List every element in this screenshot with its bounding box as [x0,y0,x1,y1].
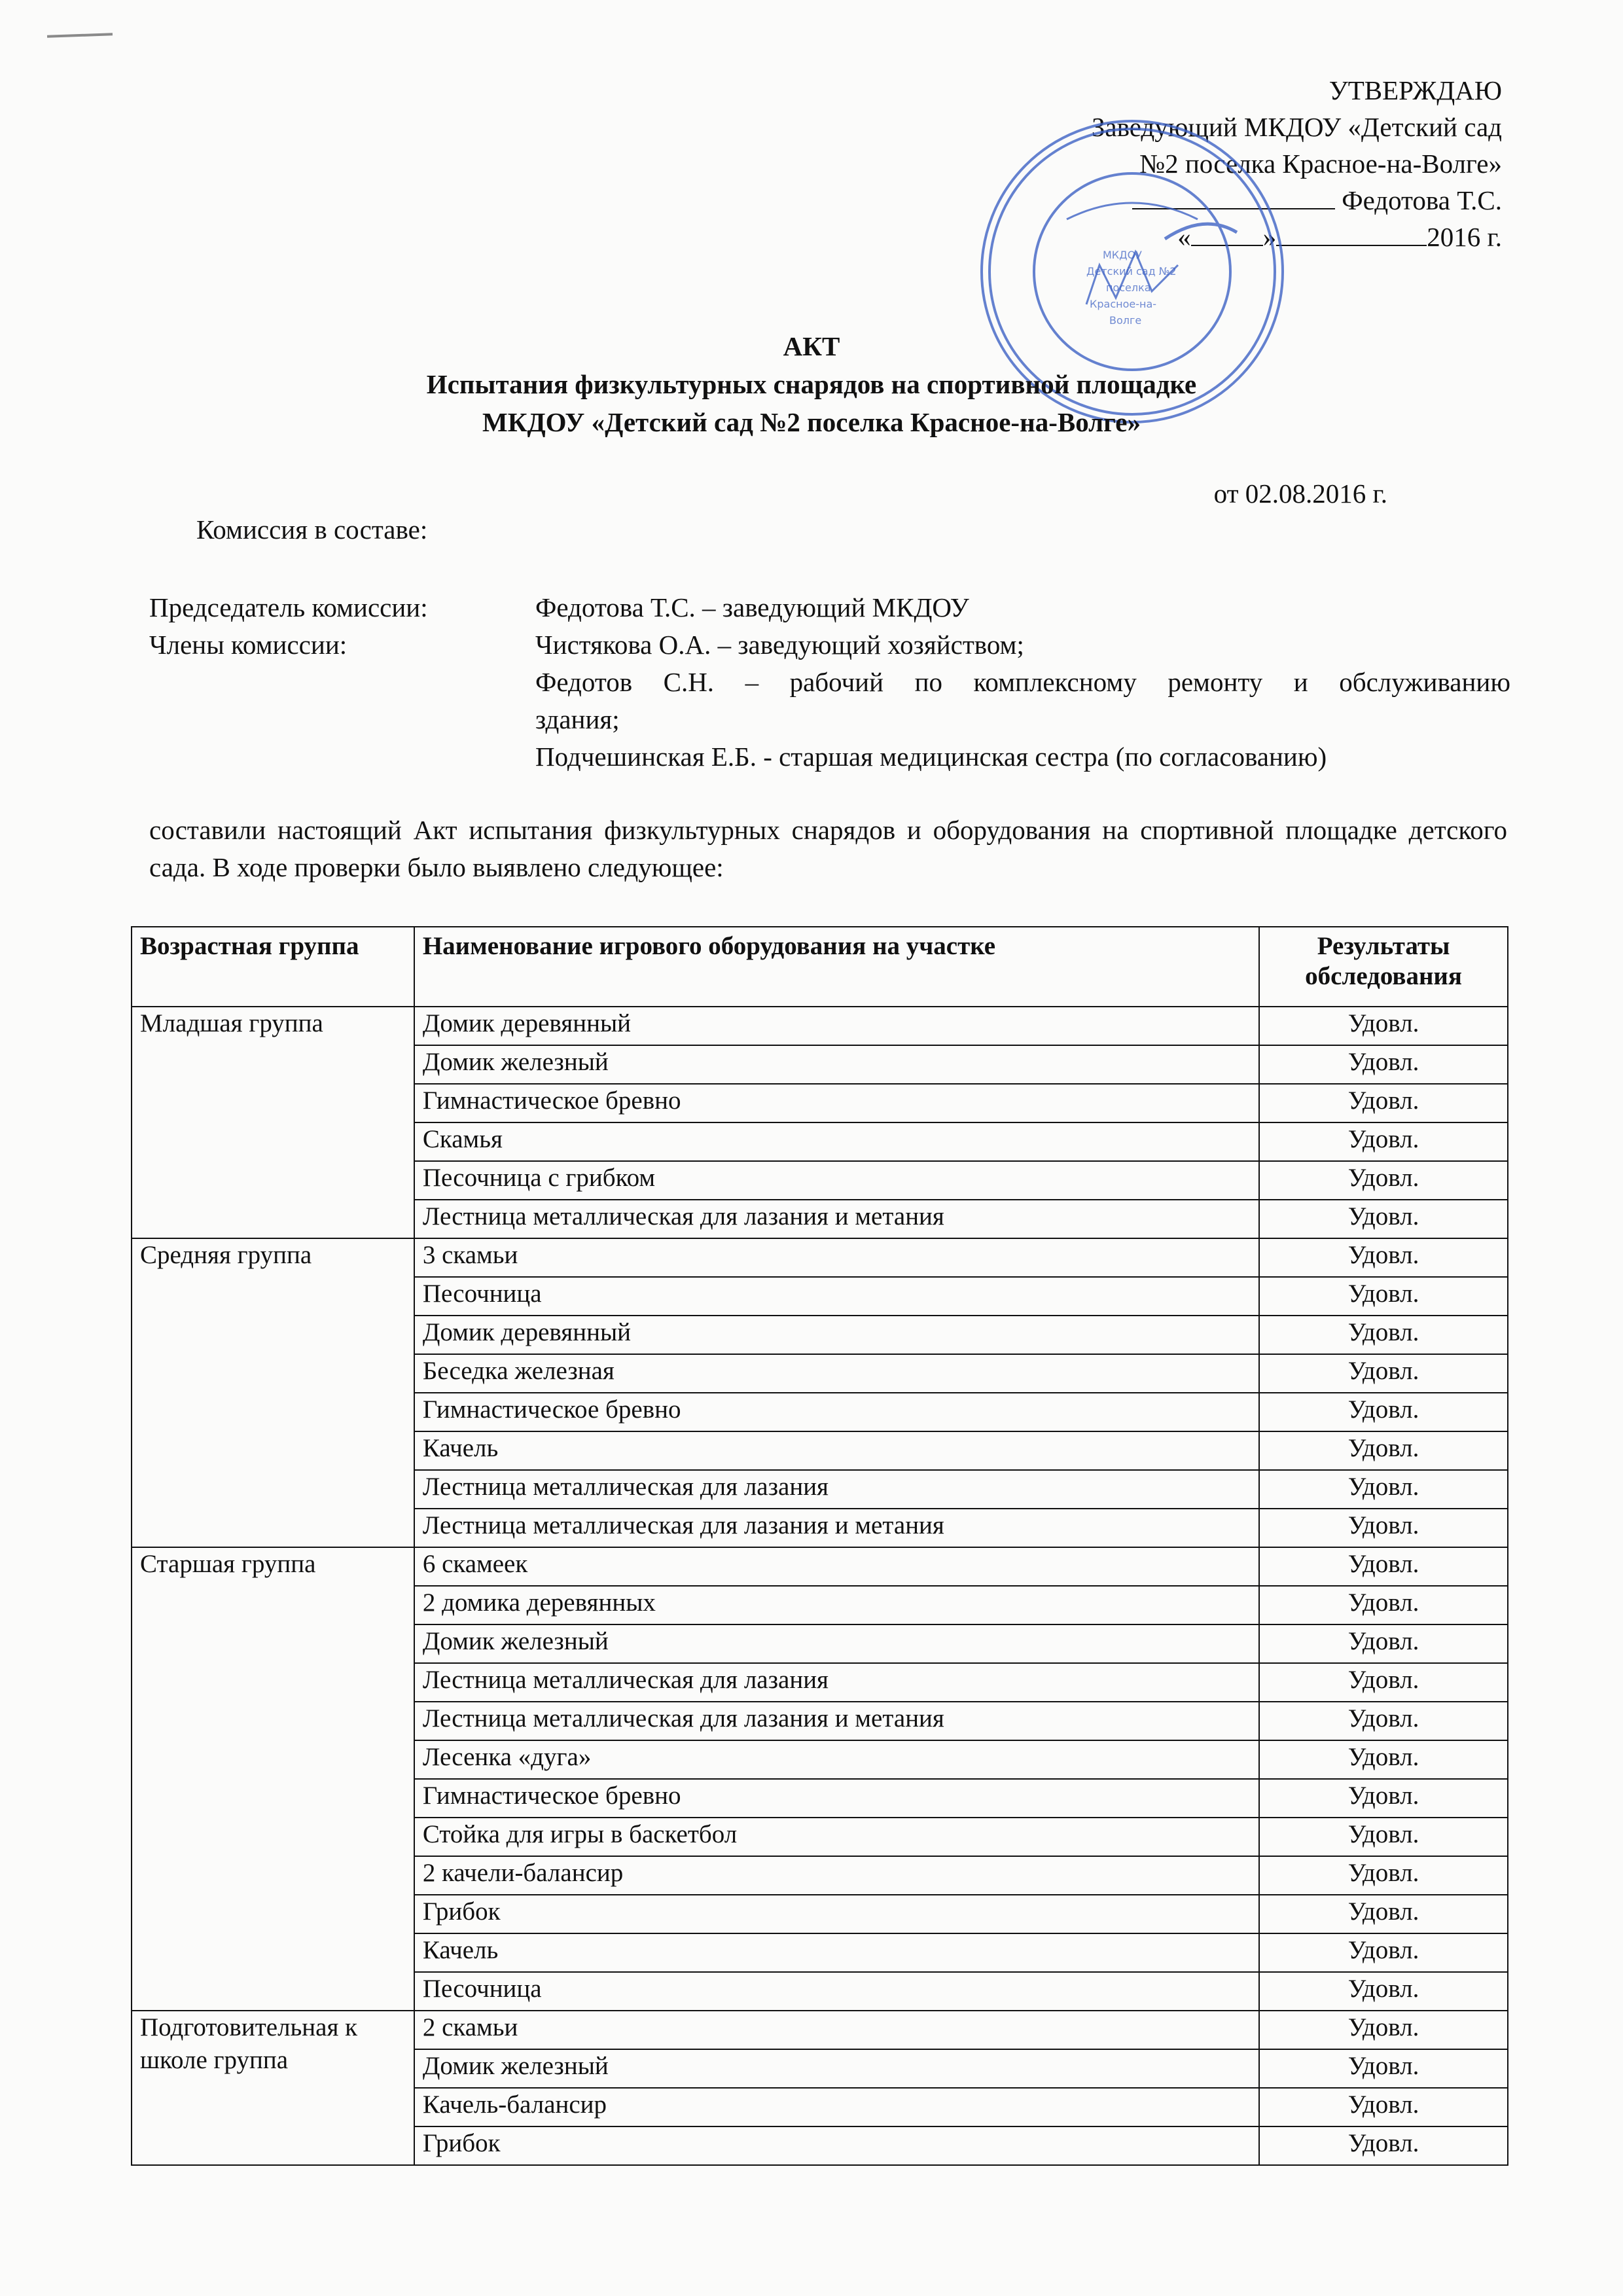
document-title [0,327,1623,441]
approval-position-line1: Заведующий МКДОУ «Детский сад [1091,112,1502,142]
result-cell: Удовл. [1259,1200,1508,1238]
table-row [132,1007,1508,1045]
svg-text:Детский сад №2: Детский сад №2 [1086,265,1177,278]
document-date: от 02.08.2016 г. [1213,478,1387,509]
result-cell: Удовл. [1259,1663,1508,1702]
result-cell: Удовл. [1259,1972,1508,2011]
equipment-cell: 2 домика деревянных [414,1586,1259,1624]
date-open-quote: « [1177,222,1191,252]
svg-text:Волге: Волге [1109,314,1142,327]
member-2-row-cont [149,701,1510,738]
result-cell: Удовл. [1259,1007,1508,1045]
result-cell: Удовл. [1259,1818,1508,1856]
result-cell: Удовл. [1259,1933,1508,1972]
result-cell: Удовл. [1259,1316,1508,1354]
result-cell: Удовл. [1259,1354,1508,1393]
group-name-cell: Средняя группа [132,1238,414,1547]
equipment-table [131,926,1508,2166]
equipment-cell: Качель [414,1431,1259,1470]
equipment-cell: Домик железный [414,1624,1259,1663]
result-cell: Удовл. [1259,1470,1508,1509]
result-cell: Удовл. [1259,1702,1508,1740]
equipment-cell: Домик деревянный [414,1316,1259,1354]
equipment-cell: 2 скамьи [414,2011,1259,2049]
equipment-cell: 3 скамьи [414,1238,1259,1277]
equipment-cell: Гимнастическое бревно [414,1084,1259,1122]
equipment-cell: Лестница металлическая для лазания и метания [414,1200,1259,1238]
chair-value: Федотова Т.С. – заведующий МКДОУ [535,592,969,622]
result-cell: Удовл. [1259,2126,1508,2165]
equipment-cell: Стойка для игры в баскетбол [414,1818,1259,1856]
equipment-cell: Грибок [414,1895,1259,1933]
date-close-quote: » [1262,222,1277,252]
commission-members [149,589,1510,776]
members-row [149,626,1510,664]
result-cell: Удовл. [1259,1161,1508,1200]
member-3-row [149,738,1510,776]
result-cell: Удовл. [1259,1895,1508,1933]
result-cell: Удовл. [1259,1277,1508,1316]
members-label: Члены комиссии: [149,630,348,660]
title-line2: Испытания физкультурных снарядов на спортивной площадке [426,369,1197,399]
equipment-cell: Качель [414,1933,1259,1972]
commission-label: Комиссия в составе: [196,514,428,545]
equipment-cell: Песочница [414,1972,1259,2011]
header-result: Результаты обследования [1259,927,1508,1007]
scan-artifact [47,33,113,37]
result-cell: Удовл. [1259,1779,1508,1818]
equipment-cell: Грибок [414,2126,1259,2165]
svg-text:МКДОУ: МКДОУ [1103,249,1143,261]
result-cell: Удовл. [1259,2049,1508,2088]
result-cell: Удовл. [1259,1431,1508,1470]
approval-position-line2: №2 поселка Красное-на-Волге» [1139,149,1502,179]
approval-heading: УТВЕРЖДАЮ [1329,75,1502,105]
equipment-cell: Домик железный [414,1045,1259,1084]
group-name-cell: Младшая группа [132,1007,414,1238]
table-header-row [132,927,1508,1007]
approval-signatory: Федотова Т.С. [1342,185,1502,215]
table-body [132,1007,1508,2165]
header-equipment: Наименование игрового оборудования на участке [414,927,1259,1007]
group-name-cell: Подготовительная к школе группа [132,2011,414,2165]
title-line1: АКТ [783,331,840,361]
date-month-line [1276,221,1427,246]
result-cell: Удовл. [1259,1045,1508,1084]
equipment-cell: Качель-балансир [414,2088,1259,2126]
result-cell: Удовл. [1259,1509,1508,1547]
equipment-cell: Домик деревянный [414,1007,1259,1045]
equipment-cell: Лестница металлическая для лазания и метания [414,1509,1259,1547]
equipment-cell: Песочница с грибком [414,1161,1259,1200]
table-row [132,1547,1508,1586]
member-3: Подчешинская Е.Б. - старшая медицинская сестра (по согласованию) [535,742,1327,772]
result-cell: Удовл. [1259,1740,1508,1779]
result-cell: Удовл. [1259,1238,1508,1277]
group-name-cell: Старшая группа [132,1547,414,2011]
equipment-cell: 2 качели-балансир [414,1856,1259,1895]
equipment-cell: Лесенка «дуга» [414,1740,1259,1779]
equipment-cell: 6 скамеек [414,1547,1259,1586]
equipment-cell: Лестница металлическая для лазания [414,1470,1259,1509]
approval-year: 2016 г. [1427,222,1502,252]
result-cell: Удовл. [1259,1084,1508,1122]
result-cell: Удовл. [1259,1624,1508,1663]
svg-text:поселка: поселка [1106,281,1151,294]
result-cell: Удовл. [1259,2088,1508,2126]
equipment-cell: Гимнастическое бревно [414,1779,1259,1818]
title-line3: МКДОУ «Детский сад №2 поселка Красное-на-Волге» [482,407,1141,437]
equipment-cell: Лестница металлическая для лазания и метания [414,1702,1259,1740]
chair-row [149,589,1510,626]
result-cell: Удовл. [1259,1547,1508,1586]
chair-label: Председатель комиссии: [149,592,428,622]
member-2-row [149,664,1510,701]
table-row [132,2011,1508,2049]
equipment-cell: Скамья [414,1122,1259,1161]
equipment-cell: Домик железный [414,2049,1259,2088]
result-cell: Удовл. [1259,2011,1508,2049]
equipment-cell: Беседка железная [414,1354,1259,1393]
svg-text:Красное-на-: Красное-на- [1090,298,1157,310]
result-cell: Удовл. [1259,1586,1508,1624]
member-2-line2: здания; [535,704,620,734]
equipment-cell: Песочница [414,1277,1259,1316]
equipment-cell: Лестница металлическая для лазания [414,1663,1259,1702]
member-2-line1: Федотов С.Н. – рабочий по комплексному ремонту и обслуживанию [535,667,1510,697]
result-cell: Удовл. [1259,1122,1508,1161]
intro-paragraph: составили настоящий Акт испытания физкультурных снарядов и оборудования на спортивной площадке детского сада. В ходе проверки было выявлено следующее: [149,815,1507,882]
header-group: Возрастная группа [132,927,414,1007]
table-row [132,1238,1508,1277]
equipment-cell: Гимнастическое бревно [414,1393,1259,1431]
result-cell: Удовл. [1259,1393,1508,1431]
result-cell: Удовл. [1259,1856,1508,1895]
member-1: Чистякова О.А. – заведующий хозяйством; [535,630,1024,660]
